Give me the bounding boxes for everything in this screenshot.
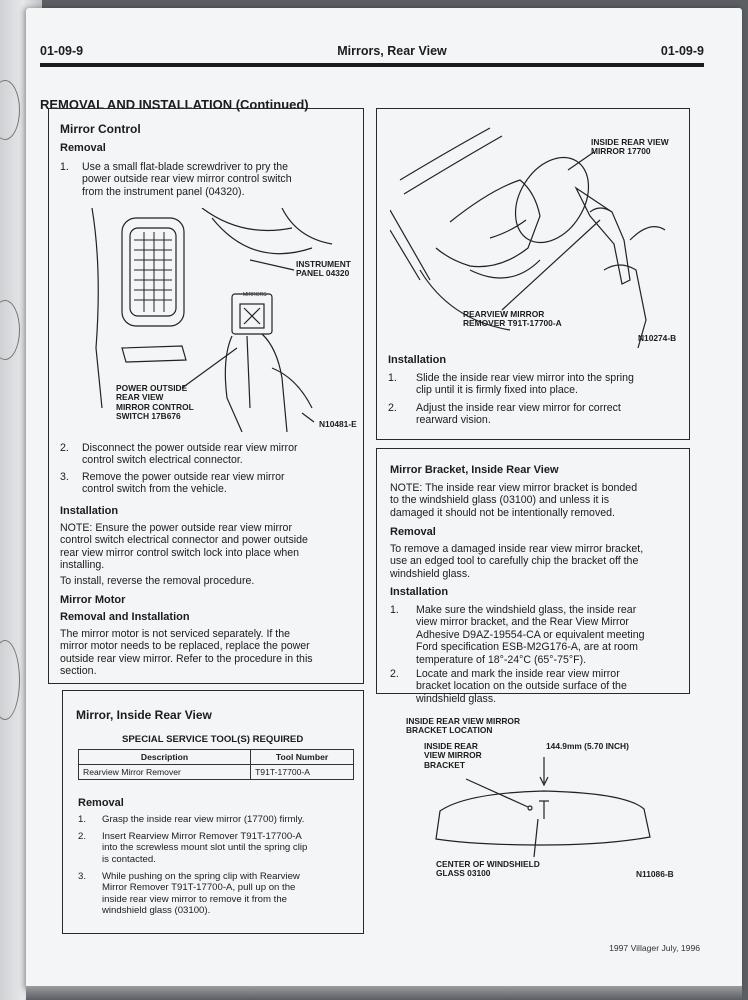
bracket-dimension: 144.9mm (5.70 INCH) bbox=[546, 741, 629, 751]
windshield-outline-figure bbox=[406, 753, 686, 863]
header-section-right: 01-09-9 bbox=[660, 44, 704, 58]
mirror-installation-step2: Adjust the inside rear view mirror for correct rearward vision. bbox=[416, 402, 621, 427]
step-number: 1. bbox=[388, 372, 397, 384]
adjacent-page-figure bbox=[0, 640, 20, 720]
step-number: 2. bbox=[78, 831, 87, 842]
page-bottom-shadow bbox=[26, 986, 742, 1000]
bracket-figure-title: INSIDE REAR VIEW MIRROR BRACKET LOCATION bbox=[406, 716, 520, 736]
adjacent-page-figure bbox=[0, 300, 20, 360]
power-switch-label: POWER OUTSIDE REAR VIEW MIRROR CONTROL SWITCH 17B676 bbox=[116, 383, 194, 422]
mirror-control-step2: Disconnect the power outside rear view mirror control switch electrical connector. bbox=[82, 442, 298, 467]
header-title: Mirrors, Rear View bbox=[337, 44, 447, 58]
mirror-control-installation-heading: Installation bbox=[60, 505, 119, 517]
figure-id-n10274: N10274-B bbox=[638, 333, 677, 343]
table-row bbox=[79, 765, 354, 780]
section-title: REMOVAL AND INSTALLATION (Continued) bbox=[40, 97, 309, 112]
mirror-bracket-step1: Make sure the windshield glass, the inside rear view mirror bracket, and the Rear View Mirror Adhesive D9AZ-19554-CA or equivalent meeting Ford specification ESB-M2G176-A, are at room temperature of 18°-24°C (65°-75°F). bbox=[416, 604, 645, 666]
tools-heading: SPECIAL SERVICE TOOL(S) REQUIRED bbox=[122, 734, 304, 745]
mirror-inside-step1: Grasp the inside rear view mirror (17700) firmly. bbox=[102, 814, 305, 825]
inside-mirror-label: INSIDE REAR VIEW MIRROR 17700 bbox=[591, 137, 669, 157]
figure-id-n11086: N11086-B bbox=[636, 869, 674, 879]
table-cell: T91T-17700-A bbox=[251, 765, 354, 780]
table-cell: Rearview Mirror Remover bbox=[79, 765, 251, 780]
instrument-panel-label: INSTRUMENT PANEL 04320 bbox=[296, 259, 351, 279]
mirror-control-note: NOTE: Ensure the power outside rear view mirror control switch electrical connector and power outside rear view mirror control switch lock into place when installing. bbox=[60, 522, 308, 572]
table-header-row bbox=[79, 750, 354, 765]
mirror-bracket-removal-heading: Removal bbox=[390, 526, 436, 538]
mirror-bracket-note: NOTE: The inside rear view mirror bracket is bonded to the windshield glass (03100) and unless it is damaged it should not be intentionally removed. bbox=[390, 482, 638, 519]
mirror-motor-heading: Mirror Motor bbox=[60, 594, 126, 606]
manual-page bbox=[26, 8, 742, 990]
center-windshield-label: CENTER OF WINDSHIELD GLASS 03100 bbox=[436, 859, 540, 879]
step-number: 2. bbox=[60, 442, 69, 454]
step-number: 1. bbox=[60, 161, 69, 173]
special-tools-table bbox=[78, 749, 354, 780]
mirror-control-install-text: To install, reverse the removal procedure. bbox=[60, 575, 255, 587]
mirror-bracket-removal-text: To remove a damaged inside rear view mirror bracket, use an edged tool to carefully chip the bracket off the windshield glass. bbox=[390, 543, 644, 580]
header-rule bbox=[40, 63, 704, 67]
switch-mirrors-label: MIRRORS bbox=[243, 292, 267, 298]
mirror-control-heading: Mirror Control bbox=[60, 122, 141, 136]
bracket-label: INSIDE REAR VIEW MIRROR BRACKET bbox=[424, 741, 482, 770]
header-section-left: 01-09-9 bbox=[40, 44, 84, 58]
mirror-bracket-heading: Mirror Bracket, Inside Rear View bbox=[390, 464, 559, 476]
adjacent-page-figure bbox=[0, 80, 20, 140]
mirror-inside-heading: Mirror, Inside Rear View bbox=[76, 708, 212, 722]
mirror-control-step1: Use a small flat-blade screwdriver to pry the power outside rear view mirror control switch from the instrument panel (04320). bbox=[82, 161, 292, 198]
mirror-bracket-step2: Locate and mark the inside rear view mirror bracket location on the outside surface of the windshield glass. bbox=[416, 668, 627, 705]
table-header: Tool Number bbox=[251, 750, 354, 765]
step-number: 1. bbox=[78, 814, 87, 825]
step-number: 3. bbox=[60, 471, 69, 483]
step-number: 2. bbox=[390, 668, 399, 680]
page-footer: 1997 Villager July, 1996 bbox=[609, 943, 700, 953]
mirror-control-removal-heading: Removal bbox=[60, 142, 106, 154]
mirror-bracket-installation-heading: Installation bbox=[390, 586, 449, 598]
mirror-inside-step2: Insert Rearview Mirror Remover T91T-17700-A into the screwless mount slot until the spring clip is contacted. bbox=[102, 831, 308, 865]
table-header: Description bbox=[79, 750, 251, 765]
figure-id-n10481: N10481-E bbox=[319, 419, 357, 429]
step-number: 3. bbox=[78, 871, 87, 882]
rearview-remover-label: REARVIEW MIRROR REMOVER T91T-17700-A bbox=[463, 309, 562, 329]
mirror-installation-heading: Installation bbox=[388, 354, 447, 366]
mirror-motor-text: The mirror motor is not serviced separately. If the mirror motor needs to be replaced, replace the power outside rear view mirror. Refer to the procedure in this section. bbox=[60, 628, 313, 678]
mirror-motor-subheading: Removal and Installation bbox=[60, 611, 190, 623]
step-number: 2. bbox=[388, 402, 397, 414]
mirror-installation-step1: Slide the inside rear view mirror into the spring clip until it is firmly fixed into place. bbox=[416, 372, 634, 397]
mirror-inside-step3: While pushing on the spring clip with Rearview Mirror Remover T91T-17700-A, pull up on the inside rear view mirror to remove it from the windshield glass (03100). bbox=[102, 871, 300, 917]
mirror-control-step3: Remove the power outside rear view mirror control switch from the vehicle. bbox=[82, 471, 285, 496]
step-number: 1. bbox=[390, 604, 399, 616]
mirror-inside-removal-heading: Removal bbox=[78, 797, 124, 809]
